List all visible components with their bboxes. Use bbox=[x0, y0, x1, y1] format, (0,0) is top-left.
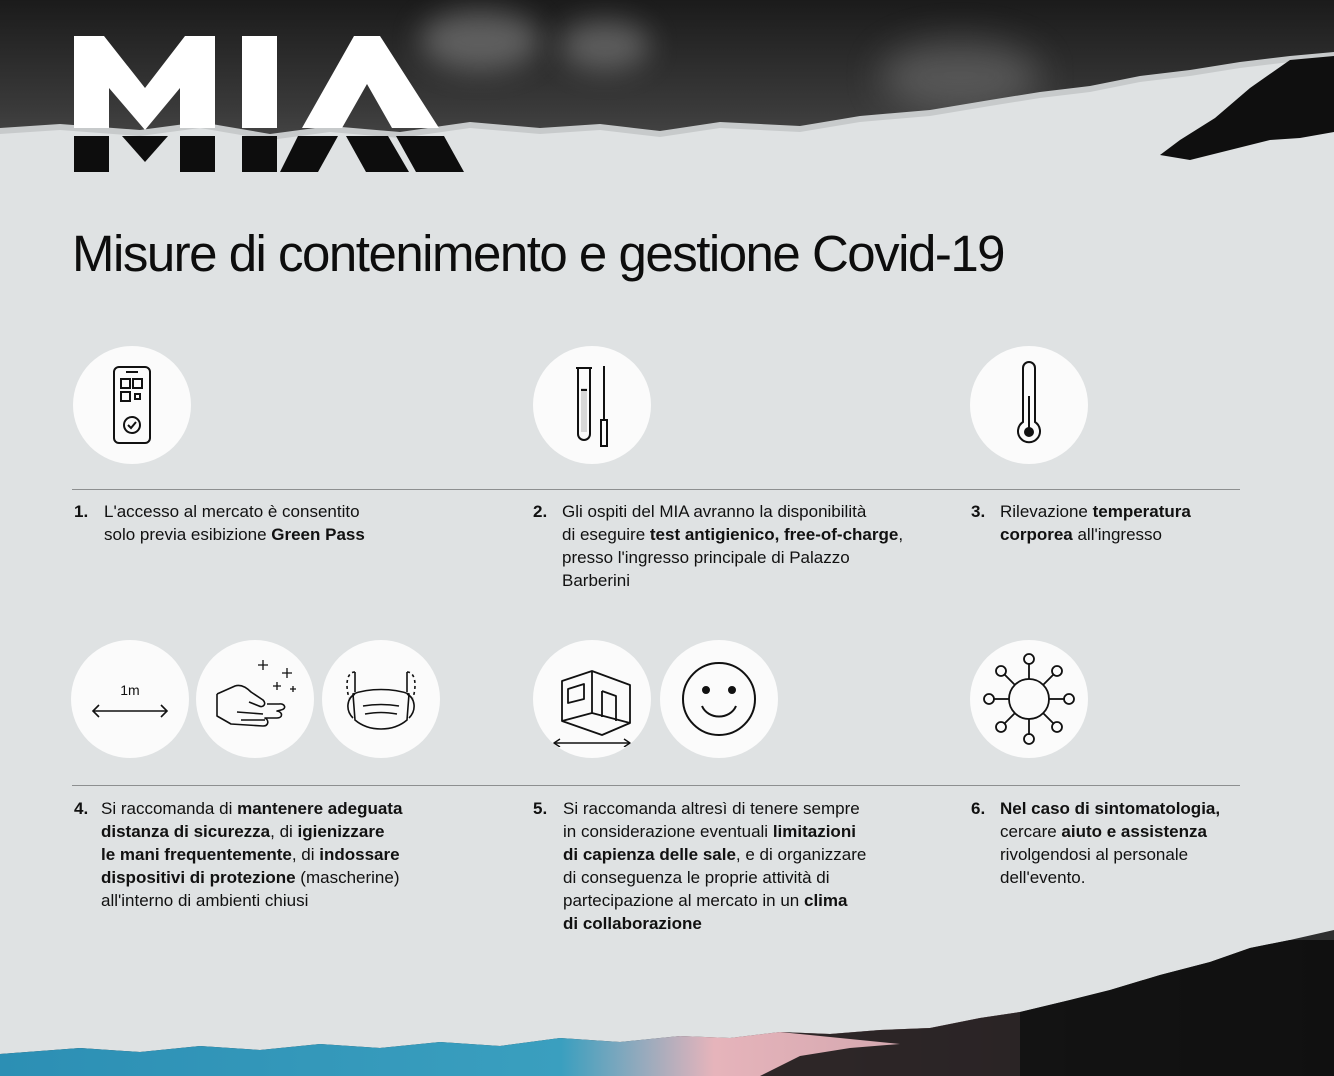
thermometer-icon bbox=[1009, 360, 1049, 450]
measure-text-segment: le mani frequentemente bbox=[101, 845, 292, 864]
green-pass-phone-icon bbox=[102, 363, 162, 447]
measure-text-segment: , di bbox=[270, 822, 298, 841]
measure-text-segment: clima bbox=[803, 891, 848, 910]
measure-text bbox=[101, 797, 402, 912]
measure-text-segment: di capienza delle sale bbox=[563, 845, 736, 864]
measure-text-segment: di eseguire bbox=[562, 525, 650, 544]
measure-text-segment: , e di organizzare bbox=[735, 845, 867, 864]
face-mask-icon bbox=[333, 654, 429, 744]
measure-text bbox=[104, 500, 365, 546]
measure-text-segment: L'accesso al mercato è consentito bbox=[104, 502, 360, 521]
distance-circle bbox=[71, 640, 189, 758]
measure-text-segment: di collaborazione bbox=[563, 914, 702, 933]
measure-text-segment: in considerazione eventuali bbox=[563, 822, 773, 841]
measure-text-segment: solo previa esibizione bbox=[104, 525, 272, 544]
antigen-test-tube-icon bbox=[562, 360, 622, 450]
measure-text-segment: indossare bbox=[319, 845, 400, 864]
measure-text-segment: temperatura bbox=[1092, 502, 1191, 521]
measure-text-segment: dell'evento. bbox=[1000, 868, 1086, 887]
divider-row-1 bbox=[72, 489, 1240, 490]
measure-text-segment: dispositivi di protezione bbox=[101, 868, 296, 887]
measure-text-segment: limitazioni bbox=[772, 822, 856, 841]
mia-logo bbox=[74, 36, 466, 177]
thermometer-circle bbox=[970, 346, 1088, 464]
measure-text-segment: igienizzare bbox=[297, 822, 385, 841]
measure-number: 3. bbox=[971, 502, 986, 521]
measure-text-segment: corporea bbox=[1000, 525, 1073, 544]
hand-sanitize-icon bbox=[207, 654, 303, 744]
measure-text-segment: Gli ospiti del MIA avranno la disponibilità bbox=[562, 502, 867, 521]
measure-text-segment: di conseguenza le proprie attività di bbox=[563, 868, 830, 887]
measure-1 bbox=[74, 500, 474, 550]
measure-text-segment: Si raccomanda altresì di tenere sempre bbox=[563, 799, 860, 818]
distance-1m-icon bbox=[85, 669, 175, 729]
measure-text-segment: rivolgendosi al personale bbox=[1000, 845, 1189, 864]
antigen-test-circle bbox=[533, 346, 651, 464]
measure-text-segment: cercare bbox=[1000, 822, 1062, 841]
measure-text-segment: Nel caso di sintomatologia, bbox=[1000, 799, 1221, 818]
measure-number: 6. bbox=[971, 799, 986, 818]
measure-text-segment: , bbox=[898, 525, 904, 544]
distance-label: 1m bbox=[120, 682, 140, 698]
measure-number: 5. bbox=[533, 799, 548, 818]
measure-text-segment: Si raccomanda di bbox=[101, 799, 238, 818]
smiley-face-icon bbox=[674, 654, 764, 744]
virus-icon bbox=[979, 649, 1079, 749]
measure-text-segment: all'ingresso bbox=[1072, 525, 1162, 544]
measure-text-segment: , di bbox=[291, 845, 320, 864]
measure-4 bbox=[74, 797, 494, 917]
page-title: Misure di contenimento e gestione Covid-19 bbox=[72, 225, 1005, 282]
measure-text-segment: partecipazione al mercato in un bbox=[563, 891, 804, 910]
measure-number: 1. bbox=[74, 502, 89, 521]
measure-text-segment: (mascherine) bbox=[295, 868, 400, 887]
measure-text bbox=[1000, 797, 1220, 889]
measure-text-segment: presso l'ingresso principale di Palazzo bbox=[562, 548, 850, 567]
measure-3 bbox=[971, 500, 1271, 550]
measure-text-segment: distanza di sicurezza bbox=[101, 822, 271, 841]
green-pass-circle bbox=[73, 346, 191, 464]
mask-circle bbox=[322, 640, 440, 758]
room-capacity-icon bbox=[544, 651, 640, 747]
divider-row-2 bbox=[72, 785, 1240, 786]
measure-6 bbox=[971, 797, 1291, 897]
virus-circle bbox=[970, 640, 1088, 758]
measure-text-segment: Green Pass bbox=[271, 525, 365, 544]
measure-text bbox=[563, 797, 866, 935]
measure-text bbox=[1000, 500, 1191, 546]
measure-5 bbox=[533, 797, 953, 937]
room-capacity-circle bbox=[533, 640, 651, 758]
measure-text-segment: all'interno di ambienti chiusi bbox=[101, 891, 309, 910]
smiley-circle bbox=[660, 640, 778, 758]
measure-number: 2. bbox=[533, 502, 548, 521]
measure-text-segment: aiuto e assistenza bbox=[1061, 822, 1207, 841]
measure-text bbox=[562, 500, 903, 592]
measure-text-segment: mantenere adeguata bbox=[237, 799, 403, 818]
measure-text-segment: test antigienico, free-of-charge bbox=[649, 525, 899, 544]
sanitize-circle bbox=[196, 640, 314, 758]
measure-number: 4. bbox=[74, 799, 89, 818]
measure-text-segment: Rilevazione bbox=[1000, 502, 1093, 521]
measure-2 bbox=[533, 500, 953, 594]
measure-text-segment: Barberini bbox=[562, 571, 631, 590]
